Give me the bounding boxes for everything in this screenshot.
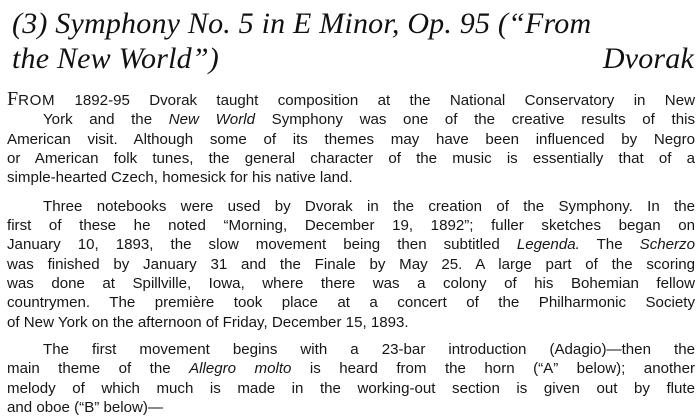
drop-cap: F: [7, 88, 19, 110]
text-run: main theme of the: [7, 360, 190, 378]
text-run: January 10, 1893, the slow movement being then subtitled: [7, 236, 517, 254]
italic-word: Legenda.: [516, 236, 580, 254]
text-run: Symphony was one of the creative results of this: [254, 111, 695, 129]
italic-title: New World: [168, 111, 255, 129]
text-line: simple-hearted Czech, homesick for his native land.: [7, 169, 353, 187]
heading-line-2: [12, 41, 694, 76]
text-line: American visit. Although some of its themes may have been influenced by Negro: [7, 130, 695, 148]
text-run: is heard from the horn (“A” below); another: [291, 360, 695, 378]
text-line: The first movement begins with a 23-bar introduction (Adagio)—then the: [43, 341, 695, 359]
paragraph-intro: [7, 88, 695, 188]
text-line: or American folk tunes, the general character of the music is essentially that of a: [7, 150, 695, 168]
text-line: Three notebooks were used by Dvorak in the creation of the Symphony. In the: [43, 197, 695, 215]
paragraph-history: [7, 197, 695, 332]
text-line: of New York on the afternoon of Friday, December 15, 1893.: [7, 313, 409, 331]
text-run: 1892-95 Dvorak taught composition at the National Conservatory in New: [55, 92, 695, 109]
italic-tempo: Allegro molto: [189, 360, 292, 378]
section-heading: [12, 6, 694, 76]
text-line: [7, 110, 695, 129]
text-line: melody of which much is made in the working-out section is given out by flute: [7, 379, 695, 397]
text-line: [7, 359, 695, 378]
text-line: was done at Spillville, Iowa, where there was a colony of his Bohemian fellow: [7, 275, 695, 293]
text-line: [7, 88, 695, 110]
article-body: [7, 88, 695, 418]
paragraph-first-movement: [7, 340, 695, 417]
text-run: The: [579, 236, 640, 254]
text-line: and oboe (“B” below)—: [7, 399, 164, 417]
first-word: ROM: [18, 92, 56, 109]
text-line: countrymen. The première took place at a concert of the Philharmonic Society: [7, 294, 695, 312]
text-line: was finished by January 31 and the Finale by May 25. A large part of the scoring: [7, 255, 695, 273]
text-line: [7, 235, 695, 254]
italic-word: Scherzo: [639, 236, 695, 254]
text-line: first of these he noted “Morning, December 19, 1892”; fuller sketches began on: [7, 217, 695, 235]
heading-line-1: (3) Symphony No. 5 in E Minor, Op. 95 (“From: [12, 7, 592, 40]
heading-title-end: the New World”): [12, 42, 219, 75]
composer-name: Dvorak: [602, 42, 694, 75]
text-run: York and the: [43, 111, 169, 129]
